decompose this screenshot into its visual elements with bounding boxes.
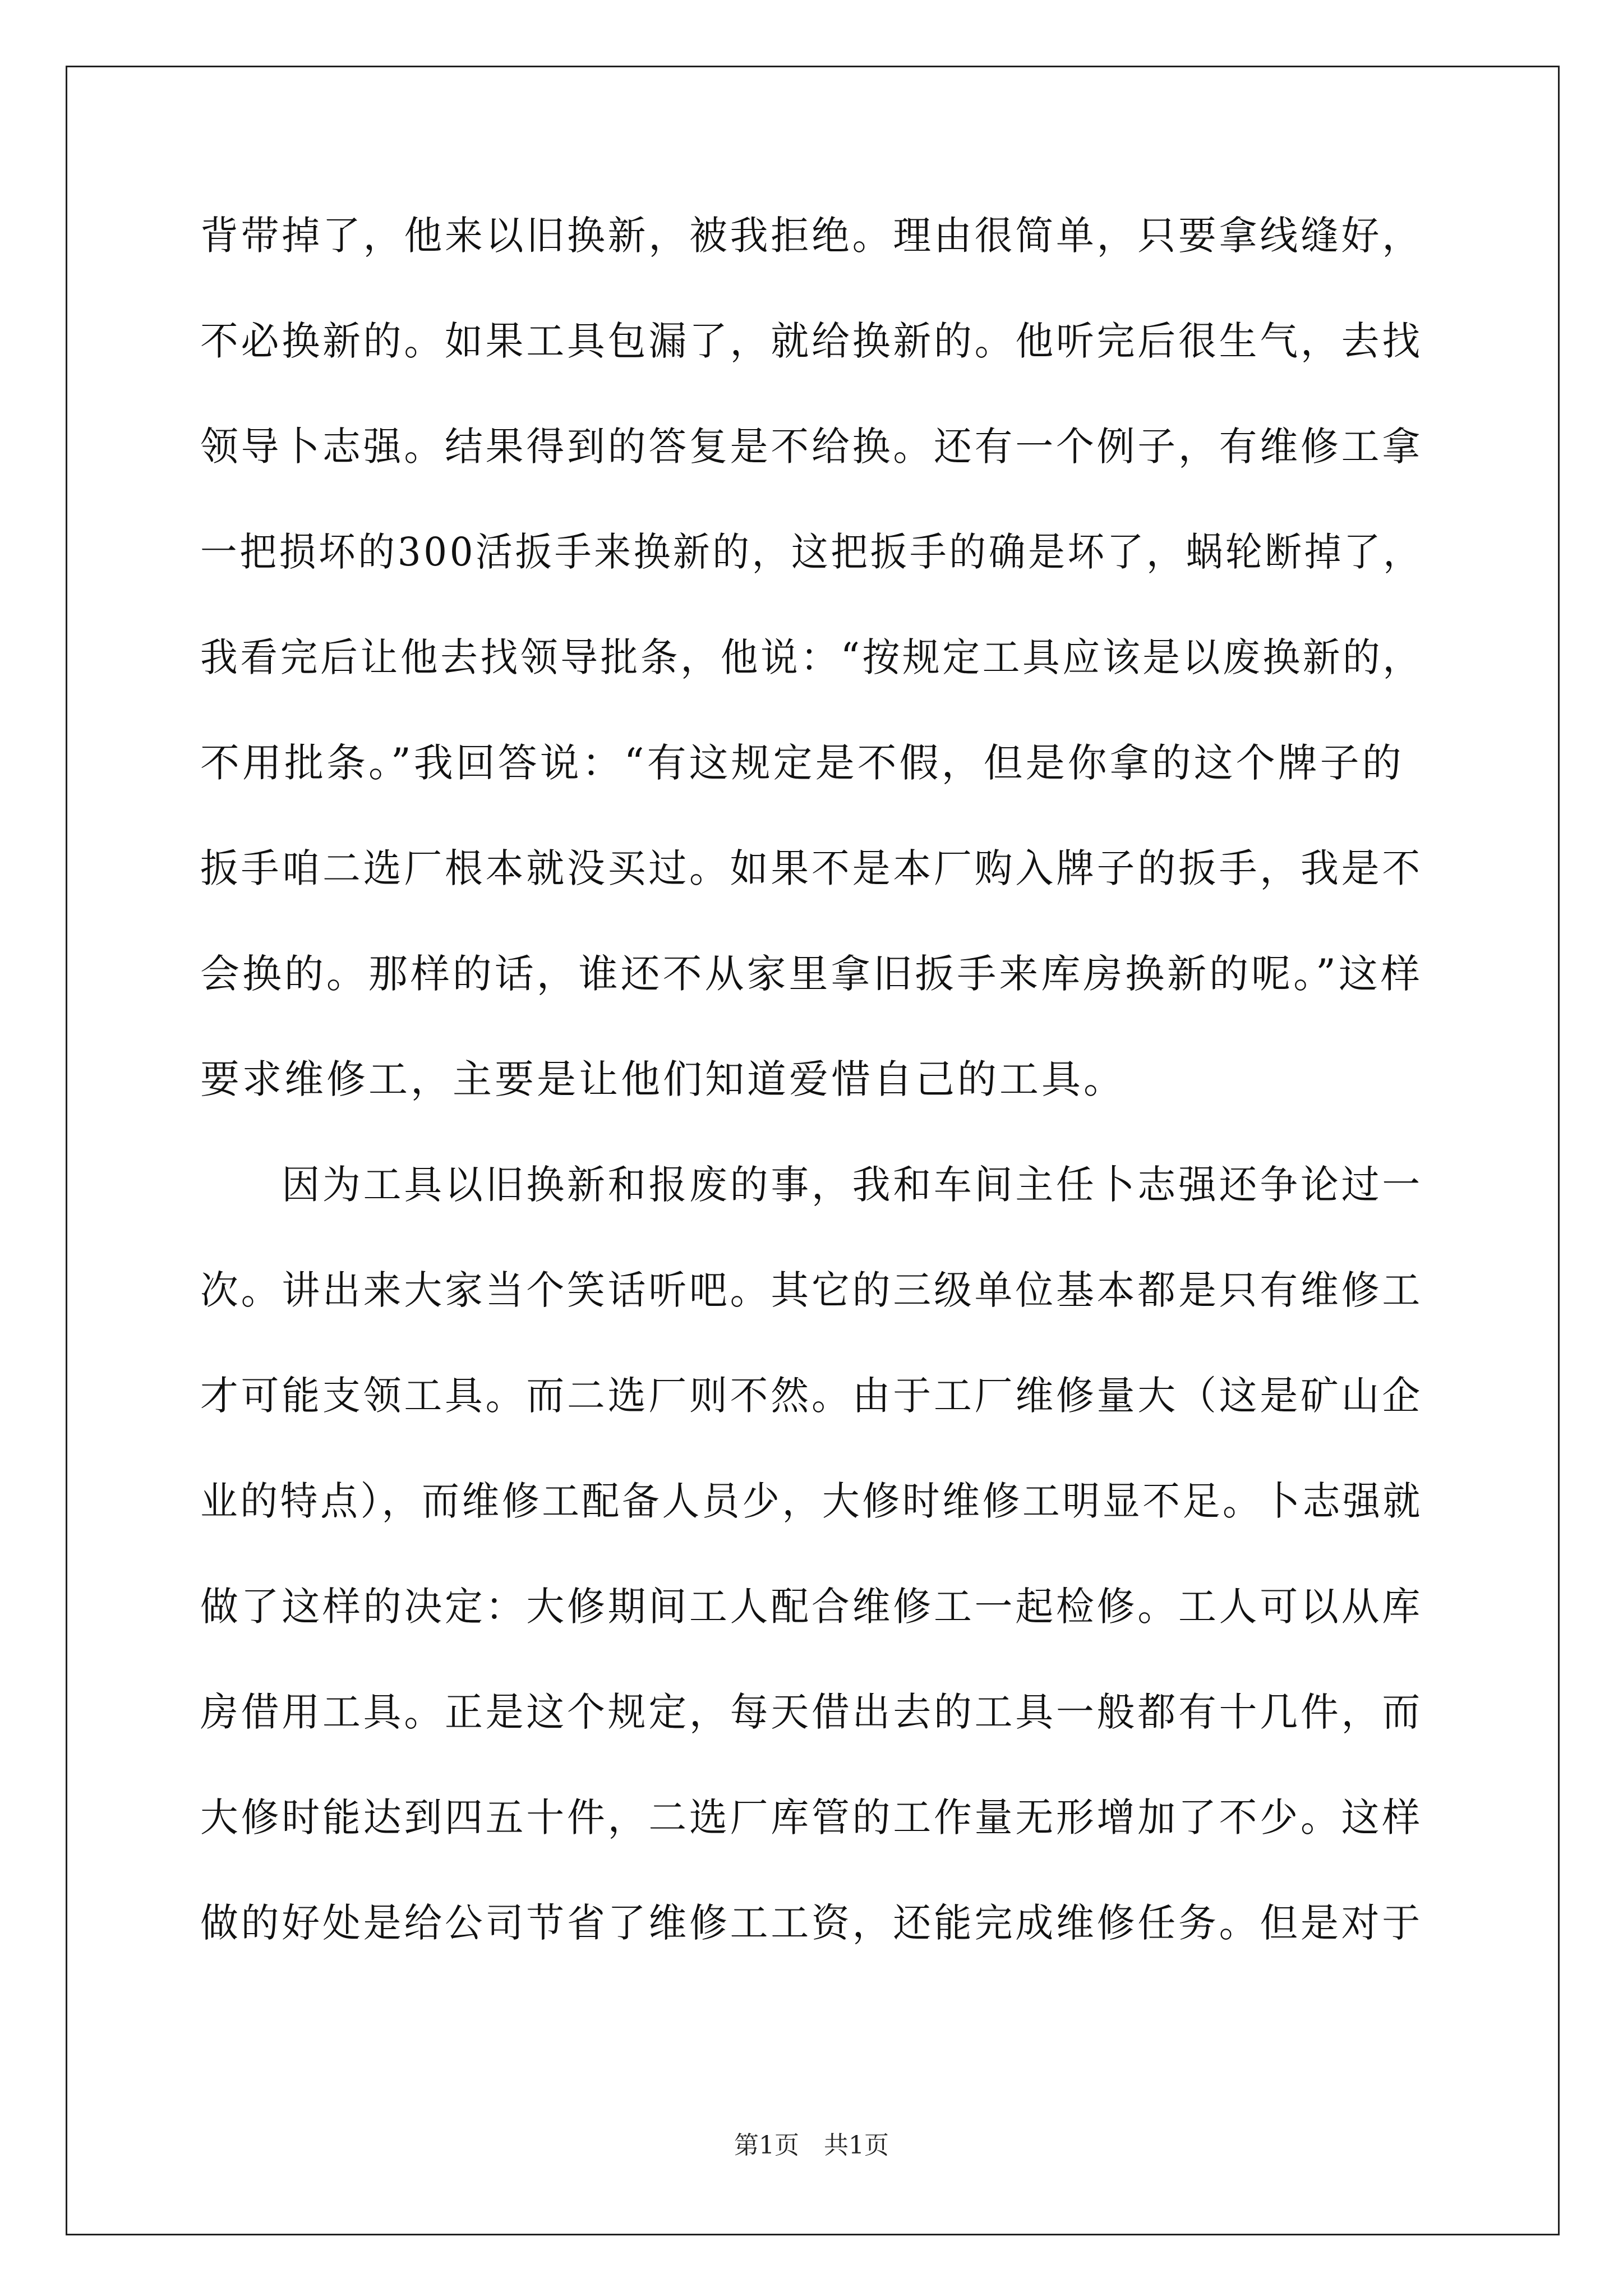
text-line: 做了这样的决定：大修期间工人配合维修工一起检修。工人可以从库 xyxy=(200,1584,1423,1630)
text-line: 才可能支领工具。而二选厂则不然。由于工厂维修量大（这是矿山企 xyxy=(200,1373,1423,1419)
text-line: 领导卜志强。结果得到的答复是不给换。还有一个例子，有维修工拿 xyxy=(200,424,1423,470)
text-line: 不必换新的。如果工具包漏了，就给换新的。他听完后很生气，去找 xyxy=(200,318,1423,364)
text-line: 我看完后让他去找领导批条，他说：“按规定工具应该是以废换新的， xyxy=(200,634,1423,680)
page-footer: 第1页 共1页 xyxy=(734,2131,889,2160)
text-line: 扳手咱二选厂根本就没买过。如果不是本厂购入牌子的扳手，我是不 xyxy=(200,845,1423,891)
text-line: 会换的。那样的话，谁还不从家里拿旧扳手来库房换新的呢。”这样 xyxy=(200,951,1423,997)
text-line: 业的特点），而维修工配备人员少，大修时维修工明显不足。卜志强就 xyxy=(200,1478,1423,1524)
text-line: 大修时能达到四五十件，二选厂库管的工作量无形增加了不少。这样 xyxy=(200,1795,1423,1841)
text-line: 做的好处是给公司节省了维修工工资，还能完成维修任务。但是对于 xyxy=(200,1900,1423,1946)
text-line: 次。讲出来大家当个笑话听吧。其它的三级单位基本都是只有维修工 xyxy=(200,1267,1423,1313)
text-line: 房借用工具。正是这个规定，每天借出去的工具一般都有十几件，而 xyxy=(200,1689,1423,1735)
document-body xyxy=(200,205,1423,1998)
text-line: 因为工具以旧换新和报废的事，我和车间主任卜志强还争论过一 xyxy=(200,1162,1423,1208)
text-line: 背带掉了，他来以旧换新，被我拒绝。理由很简单，只要拿线缝好， xyxy=(200,213,1423,259)
text-line: 要求维修工，主要是让他们知道爱惜自己的工具。 xyxy=(200,1056,1126,1102)
text-line: 不用批条。”我回答说：“有这规定是不假，但是你拿的这个牌子的 xyxy=(200,740,1404,786)
text-line: 一把损坏的300活扳手来换新的，这把扳手的确是坏了，蜗轮断掉了， xyxy=(200,529,1423,575)
